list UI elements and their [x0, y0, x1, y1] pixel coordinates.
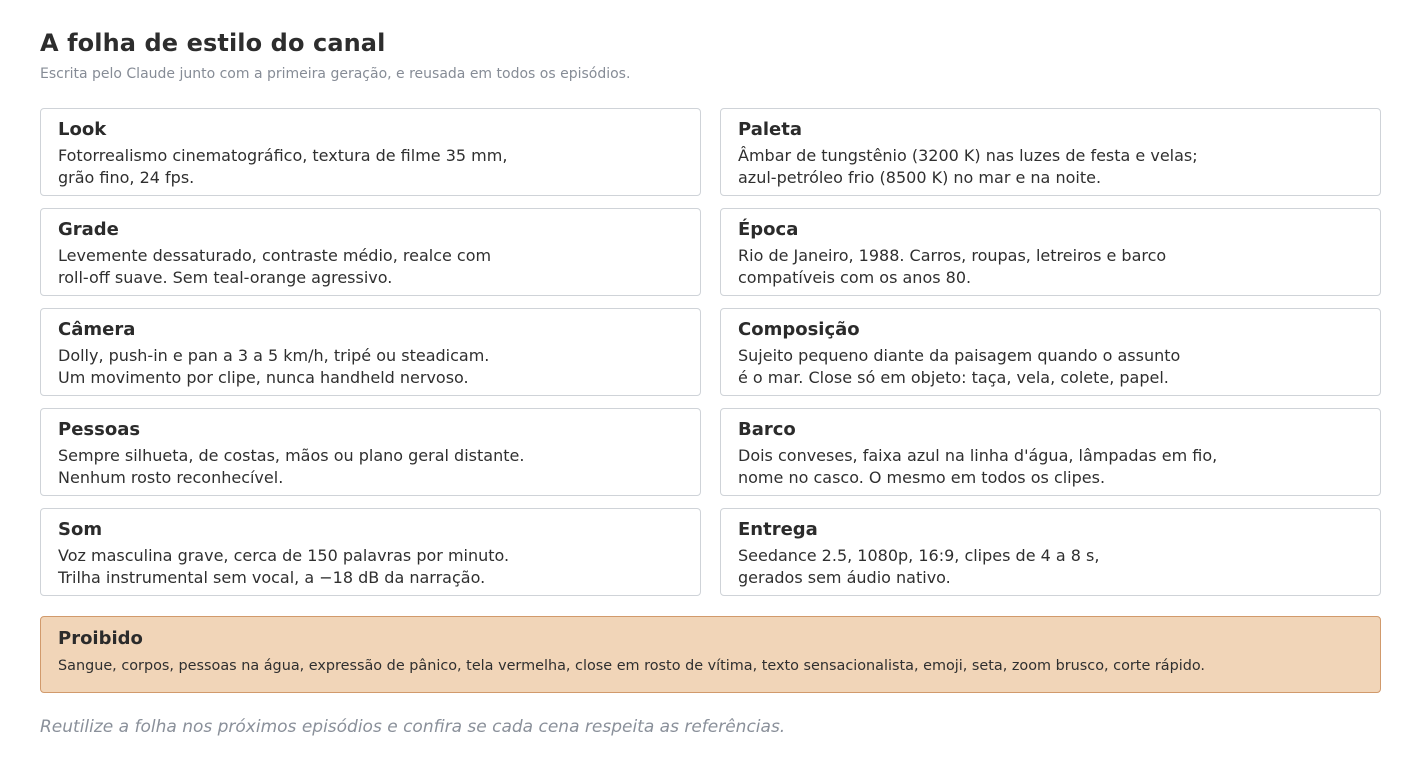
card-title: Som: [58, 519, 103, 540]
card-line: Seedance 2.5, 1080p, 16:9, clipes de 4 a 8 s,: [738, 546, 1100, 565]
card-camera: [40, 308, 701, 396]
card-body: [58, 545, 683, 589]
card-line: é o mar. Close só em objeto: taça, vela, colete, papel.: [738, 368, 1169, 387]
card-som: [40, 508, 701, 596]
card-line: Um movimento por clipe, nunca handheld nervoso.: [58, 368, 469, 387]
card-line: Dolly, push-in e pan a 3 a 5 km/h, tripé ou steadicam.: [58, 346, 490, 365]
card-line: nome no casco. O mesmo em todos os clipes.: [738, 468, 1106, 487]
card-body: [738, 445, 1363, 489]
card-line: Sempre silhueta, de costas, mãos ou plano geral distante.: [58, 446, 525, 465]
card-title: Entrega: [738, 519, 818, 540]
card-line: Trilha instrumental sem vocal, a −18 dB da narração.: [58, 568, 486, 587]
page-subtitle: Escrita pelo Claude junto com a primeira geração, e reusada em todos os episódios.: [40, 66, 631, 82]
card-body: [58, 345, 683, 389]
page-title: A folha de estilo do canal: [40, 29, 386, 57]
card-line: Fotorrealismo cinematográfico, textura de filme 35 mm,: [58, 146, 508, 165]
card-line: compatíveis com os anos 80.: [738, 268, 972, 287]
card-composicao: [720, 308, 1381, 396]
card-body: [738, 545, 1363, 589]
card-line: Âmbar de tungstênio (3200 K) nas luzes de festa e velas;: [738, 146, 1198, 165]
card-entrega: [720, 508, 1381, 596]
prohibited-title: Proibido: [58, 628, 143, 649]
card-line: roll-off suave. Sem teal-orange agressivo.: [58, 268, 393, 287]
card-body: [738, 245, 1363, 289]
card-title: Look: [58, 119, 107, 140]
footnote: Reutilize a folha nos próximos episódios e confira se cada cena respeita as referências.: [40, 717, 786, 737]
card-title: Câmera: [58, 319, 136, 340]
card-epoca: [720, 208, 1381, 296]
card-line: Levemente dessaturado, contraste médio, realce com: [58, 246, 492, 265]
card-body: [58, 445, 683, 489]
card-grade: [40, 208, 701, 296]
style-sheet-grid: [40, 108, 1381, 596]
card-line: Nenhum rosto reconhecível.: [58, 468, 284, 487]
card-line: Dois conveses, faixa azul na linha d'água, lâmpadas em fio,: [738, 446, 1218, 465]
prohibited-box: [40, 616, 1381, 693]
card-barco: [720, 408, 1381, 496]
card-title: Barco: [738, 419, 796, 440]
card-body: [58, 145, 683, 189]
card-body: [58, 245, 683, 289]
card-look: [40, 108, 701, 196]
card-line: Sujeito pequeno diante da paisagem quando o assunto: [738, 346, 1181, 365]
card-body: [738, 145, 1363, 189]
card-title: Época: [738, 219, 799, 240]
card-paleta: [720, 108, 1381, 196]
card-pessoas: [40, 408, 701, 496]
card-line: Rio de Janeiro, 1988. Carros, roupas, letreiros e barco: [738, 246, 1167, 265]
card-line: grão fino, 24 fps.: [58, 168, 195, 187]
card-title: Pessoas: [58, 419, 141, 440]
card-title: Grade: [58, 219, 119, 240]
card-line: azul-petróleo frio (8500 K) no mar e na noite.: [738, 168, 1102, 187]
card-title: Composição: [738, 319, 860, 340]
prohibited-text: Sangue, corpos, pessoas na água, expressão de pânico, tela vermelha, close em rosto de vítima, texto sensacionalista, emoji, seta, zoom brusco, corte rápido.: [58, 658, 1205, 674]
card-line: gerados sem áudio nativo.: [738, 568, 951, 587]
card-title: Paleta: [738, 119, 802, 140]
card-line: Voz masculina grave, cerca de 150 palavras por minuto.: [58, 546, 510, 565]
card-body: [738, 345, 1363, 389]
